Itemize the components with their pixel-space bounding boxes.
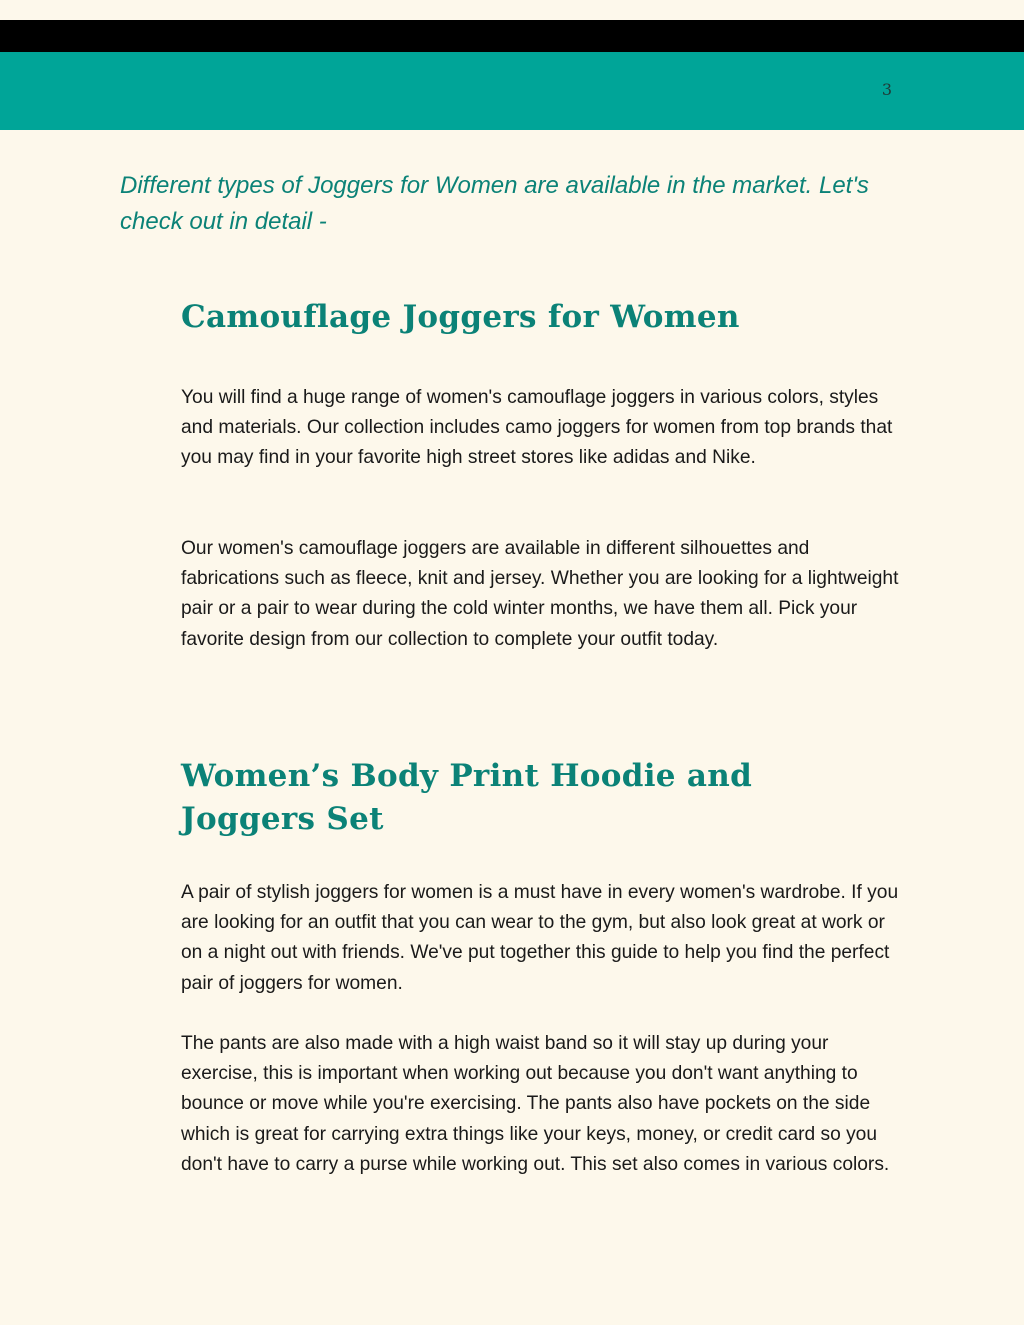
intro-text: Different types of Joggers for Women are available in the market. Let's check out in detail - [120, 172, 869, 235]
camouflage-paragraph-1: You will find a huge range of women's camouflage joggers in various colors, styles and materials. Our collection includes camo joggers for women from top brands that you may find in your favorite high street stores like adidas and Nike. [181, 387, 893, 469]
body-print-paragraph-2: The pants are also made with a high waist band so it will stay up during your exercise, this is important when working out because you don't want anything to bounce or move while you're exercising. The pants also have pockets on the side which is great for carrying extra things like your keys, money, or credit card so you don't have to carry a purse while working out. This set also comes in various colors. [181, 1033, 890, 1175]
camouflage-paragraph-2: Our women's camouflage joggers are available in different silhouettes and fabrications such as fleece, knit and jersey. Whether you are looking for a lightweight pair or a pair to wear during the cold winter months, we have them all. Pick your favorite design from our collection to complete your outfit today. [181, 538, 899, 650]
body-print-paragraph-1: A pair of stylish joggers for women is a must have in every women's wardrobe. If you are looking for an outfit that you can wear to the gym, but also look great at work or on a night out with friends. We've put together this guide to help you find the perfect pair of joggers for women. [181, 882, 899, 994]
header-teal-band [0, 52, 1024, 130]
section-title-camouflage-joggers: Camouflage Joggers for Women [181, 299, 740, 335]
header-black-band [0, 20, 1024, 52]
section-title-body-print-set: Women’s Body Print Hoodie and Joggers Set [181, 758, 753, 837]
page-number: 3 [881, 80, 893, 99]
